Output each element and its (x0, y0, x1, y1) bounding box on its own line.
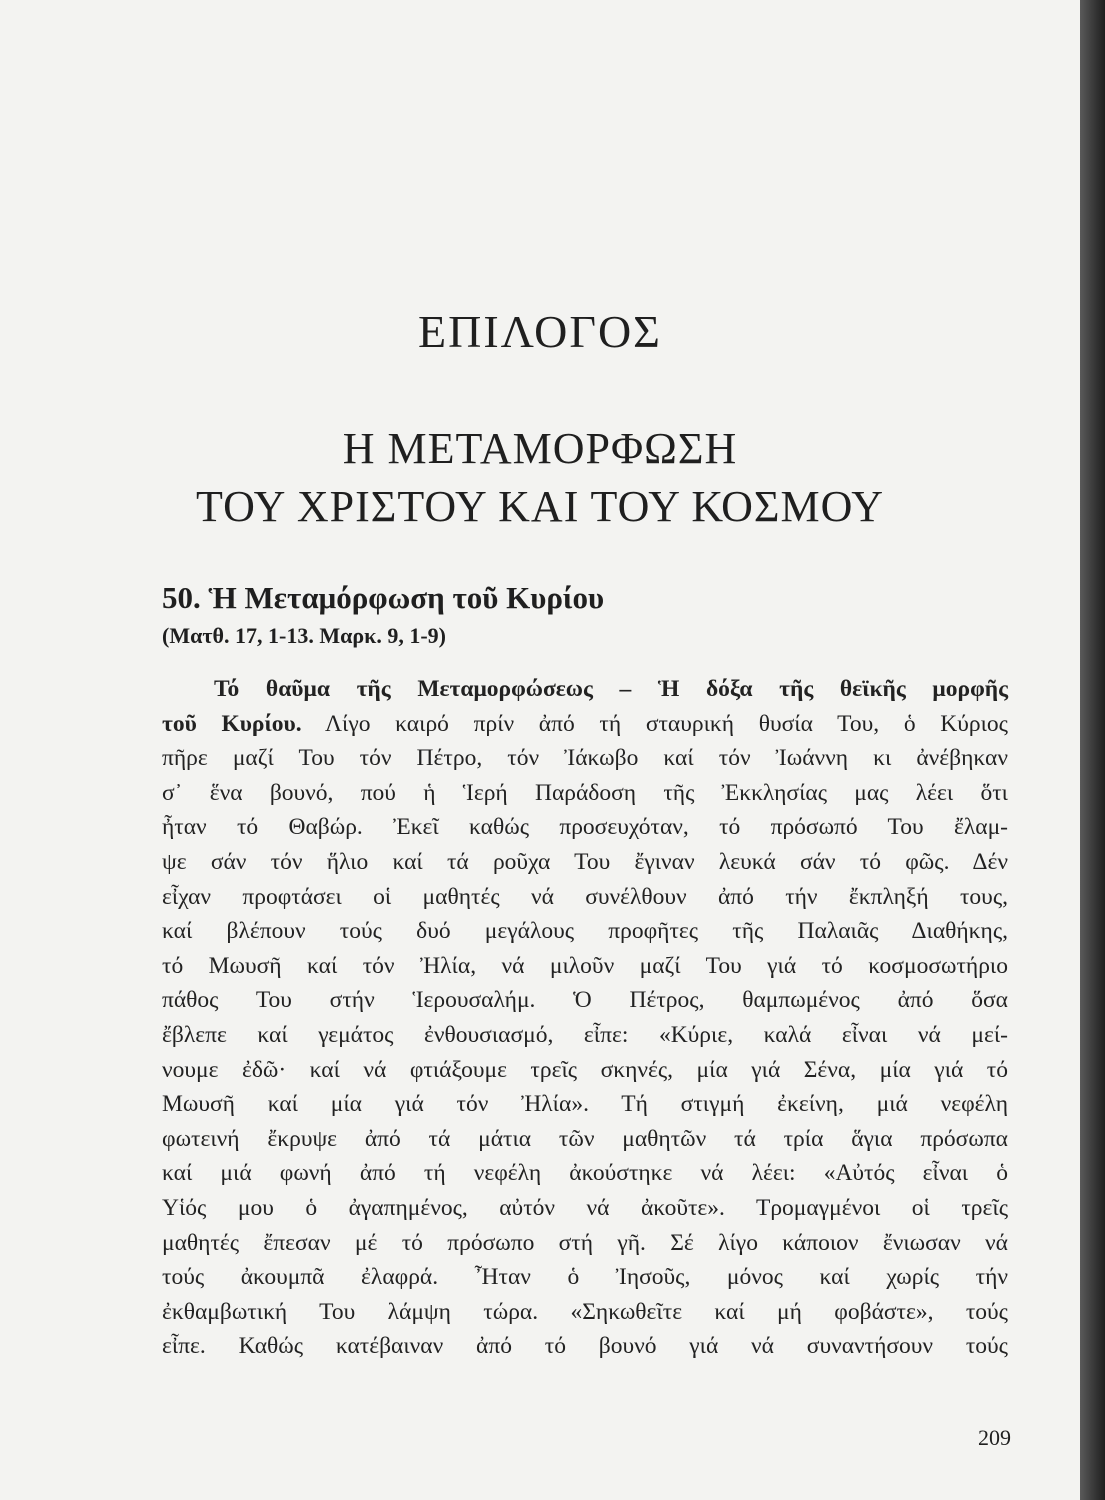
body-line: καί βλέπουν τούς δυό μεγάλους προφῆτες τῆς Παλαιᾶς Διαθήκης, (162, 918, 1008, 945)
page-number: 209 (978, 1425, 1011, 1450)
body-line: Υἱός μου ὁ ἀγαπημένος, αὐτόν νά ἀκοῦτε». Τρομαγμένοι οἱ τρεῖς (162, 1194, 1008, 1221)
body-line (162, 1364, 1008, 1399)
body-line: τό Μωυσῆ καί τόν Ἠλία, νά μιλοῦν μαζί Του γιά τό κοσμοσωτήριο (162, 952, 1008, 979)
body-line (162, 1398, 1008, 1433)
part-title: ΕΠΙΛΟΓΟΣ (418, 306, 662, 357)
body-line: ἦταν τό Θαβώρ. Ἐκεῖ καθώς προσευχόταν, τό πρόσωπό Του ἔλαμ- (162, 814, 1008, 841)
body-line: πῆρε μαζί Του τόν Πέτρο, τόν Ἰάκωβο καί τόν Ἰωάννη κι ἀνέβηκαν (162, 745, 1008, 772)
body-text (162, 672, 1008, 1433)
body-line: ψε σάν τόν ἥλιο καί τά ροῦχα Του ἔγιναν λευκά σάν τό φῶς. Δέν (162, 848, 1008, 875)
body-line (162, 672, 1008, 707)
lead-bold-2: τοῦ Κυρίου. (162, 710, 302, 737)
body-line: Μωυσῆ καί μία γιά τόν Ἠλία». Τή στιγμή ἐκείνη, μιά νεφέλη (162, 1091, 1008, 1118)
body-line: ἐκθαμβωτική Του λάμψη τώρα. «Σηκωθεῖτε καί μή φοβάστε», τούς (162, 1298, 1008, 1325)
body-line (162, 707, 1008, 742)
body-line: πάθος Του στήν Ἱερουσαλήμ. Ὁ Πέτρος, θαμπωμένος ἀπό ὅσα (162, 987, 1008, 1014)
body-line: σ᾽ ἕνα βουνό, πού ἡ Ἱερή Παράδοση τῆς Ἐκκλησίας μας λέει ὅτι (162, 779, 1008, 806)
body-line: νουμε ἐδῶ· καί νά φτιάξουμε τρεῖς σκηνές, μία γιά Σένα, μία γιά τό (162, 1056, 1008, 1083)
body-line: μαθητές ἔπεσαν μέ τό πρόσωπο στή γῆ. Σέ λίγο κάποιον ἔνιωσαν νά (162, 1229, 1008, 1256)
body-line: τούς ἀκουμπᾶ ἐλαφρά. Ἦταν ὁ Ἰησοῦς, μόνος καί χωρίς τήν (162, 1264, 1008, 1291)
section-heading: 50. Ἡ Μεταμόρφωση τοῦ Κυρίου (162, 580, 605, 615)
body-line: ἔβλεπε καί γεμάτος ἐνθουσιασμό, εἶπε: «Κύριε, καλά εἶναι νά μεί- (162, 1021, 1008, 1048)
body-line: εἶχαν προφτάσει οἱ μαθητές νά συνέλθουν ἀπό τήν ἔκπληξή τους, (162, 883, 1008, 910)
lead-bold-1: Τό θαῦμα τῆς Μεταμορφώσεως – Ἡ δόξα τῆς θεϊκῆς μορφῆς (214, 676, 1008, 702)
body-line: καί μιά φωνή ἀπό τή νεφέλη ἀκούστηκε νά λέει: «Αὐτός εἶναι ὁ (162, 1160, 1008, 1187)
section-reference: (Ματθ. 17, 1-13. Μαρκ. 9, 1-9) (162, 623, 447, 648)
body-line: εἶπε. Καθώς κατέβαιναν ἀπό τό βουνό γιά νά συναντήσουν τούς (162, 1333, 1008, 1360)
line-2-rest: Λίγο καιρό πρίν ἀπό τή σταυρική θυσία Του, ὁ Κύριος (301, 710, 1008, 737)
chapter-title (0, 420, 1080, 536)
body-line: φωτεινή ἔκρυψε ἀπό τά μάτια τῶν μαθητῶν τά τρία ἅγια πρόσωπα (162, 1125, 1008, 1152)
chapter-title-line-1: Η ΜΕΤΑΜΟΡΦΩΣΗ (342, 424, 738, 473)
chapter-title-line-2: ΤΟΥ ΧΡΙΣΤΟΥ ΚΑΙ ΤΟΥ ΚΟΣΜΟΥ (196, 482, 884, 531)
page-edge-shadow (1080, 0, 1105, 1500)
